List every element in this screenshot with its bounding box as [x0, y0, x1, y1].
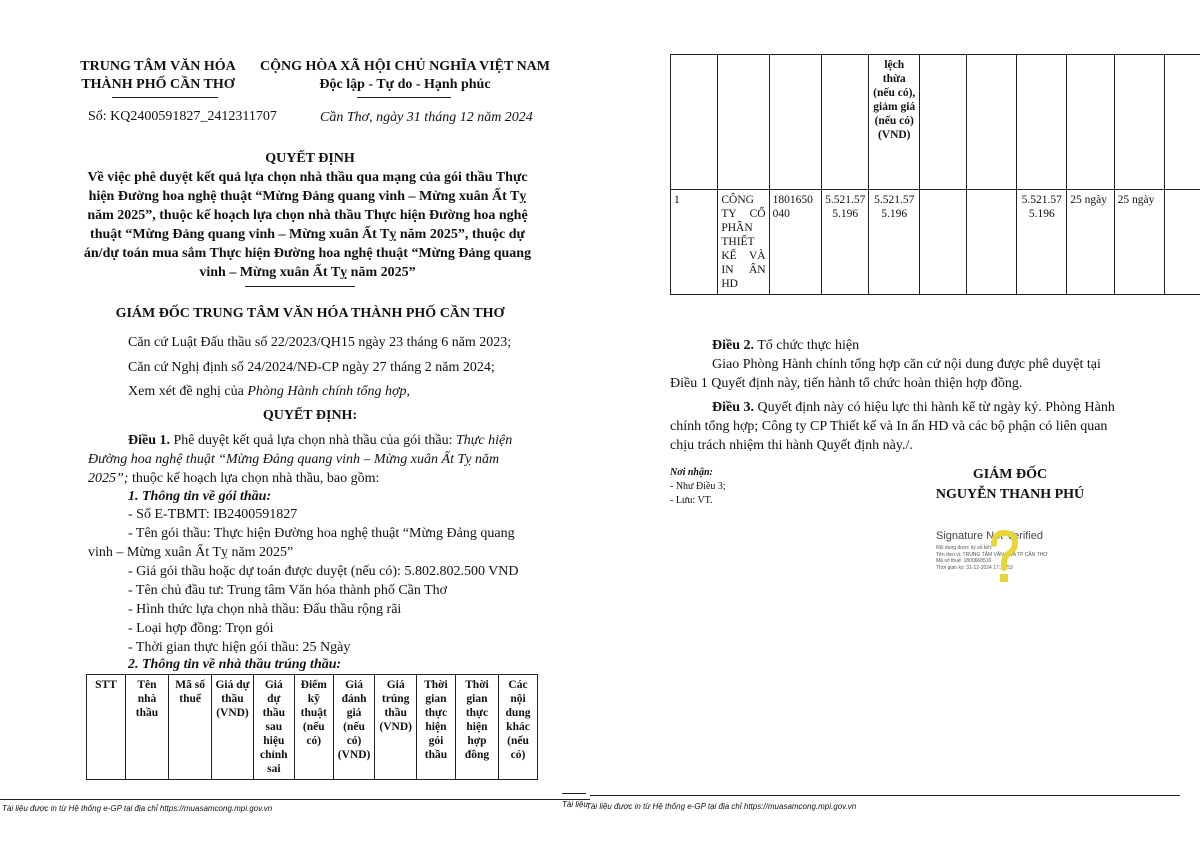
article-3-line-3: chịu trách nhiệm thi hành Quyết định này./.	[670, 438, 913, 453]
cell-empty	[1164, 55, 1200, 190]
signer-title: GIÁM ĐỐC	[972, 467, 1048, 482]
article-1-italic-2: Đường hoa nghệ thuật “Mừng Đảng quang vinh – Mừng xuân Ất Tỵ năm	[88, 452, 500, 467]
national-heading	[255, 58, 555, 94]
cell-empty	[1114, 55, 1164, 190]
cell-empty	[671, 55, 718, 190]
article-1-tail: thuộc kế hoạch lựa chọn nhà thầu, bao gồm:	[128, 471, 380, 486]
recipients-block	[670, 466, 726, 508]
cell-empty	[822, 55, 869, 190]
footer-rule	[0, 799, 590, 800]
document-number: Số: KQ2400591827_2412311707	[88, 109, 277, 124]
item-duration: - Thời gian thực hiện gói thầu: 25 Ngày	[128, 640, 351, 655]
table-header-cont-row	[671, 55, 1200, 190]
item-package-name-cont: vinh – Mừng xuân Ất Tỵ năm 2025”	[88, 545, 294, 560]
document-subject	[55, 168, 560, 282]
cell-empty	[718, 55, 769, 190]
basis3-prefix: Xem xét đề nghị của	[128, 384, 248, 399]
signature-status: Signature Not Verified	[936, 530, 1044, 542]
th-adjusted-cont: lệch thừa (nếu có), giảm giá (nếu có) (VND)	[869, 55, 920, 190]
sig-line-2: Tên đơn vị: TRUNG TÂM VĂN HÓA TP CẦN THƠ	[936, 551, 1048, 558]
item-contract-type: - Loại hợp đồng: Trọn gói	[128, 621, 274, 636]
article-1-text: Phê duyệt kết quả lựa chọn nhà thầu của gói thầu:	[170, 433, 456, 448]
subject-line: Về việc phê duyệt kết quả lựa chọn nhà thầu qua mạng của gói thầu Thực	[87, 170, 528, 185]
basis3-italic: Phòng Hành chính tổng hợp,	[247, 384, 410, 399]
article-3-line-1: Quyết định này có hiệu lực thi hành kể từ ngày ký. Phòng Hành	[754, 400, 1115, 415]
item-investor: - Tên chủ đầu tư: Trung tâm Văn hóa thành phố Cần Thơ	[128, 583, 448, 598]
article-2-label: Điều 2.	[712, 338, 754, 353]
cell-eval-price	[967, 190, 1017, 295]
article-2-title: Tổ chức thực hiện	[754, 338, 860, 353]
left-page	[0, 0, 590, 841]
section-2-heading: 2. Thông tin về nhà thầu trúng thầu:	[128, 657, 342, 672]
article-2	[670, 336, 1136, 393]
th-stt: STT	[87, 675, 126, 780]
sig-line-1: Nội dung được ký số bởi:	[936, 545, 993, 551]
sig-line-4: Thời gian ký: 31-12-2024 17:16:53	[936, 564, 1013, 571]
cell-bid-price: 5.521.575.196	[822, 190, 869, 295]
table-header-row	[87, 675, 538, 780]
nation-motto: Độc lập - Tự do - Hạnh phúc	[319, 77, 491, 92]
org-underline	[112, 97, 218, 98]
winner-table-header	[86, 674, 538, 780]
article-3-line-2: chính tổng hợp; Công ty CP Thiết kế và In ấn HD và các bộ phận có liên quan	[670, 419, 1108, 434]
org-line-2: THÀNH PHỐ CẦN THƠ	[81, 77, 235, 92]
article-3-label: Điều 3.	[712, 400, 754, 415]
subject-underline	[245, 286, 355, 287]
issuing-organization	[78, 58, 238, 94]
th-tax: Mã số thuế	[169, 675, 212, 780]
subject-line: vinh – Mừng xuân Ất Tỵ năm 2025”	[199, 265, 416, 280]
motto-underline	[357, 97, 451, 98]
article-1-italic-1: Thực hiện	[455, 433, 513, 448]
cell-contractor-name: CÔNG TY CỔ PHẦN THIẾT KẾ VÀ IN ẤN HD	[718, 190, 769, 295]
subject-line: thuật “Mừng Đảng quang vinh – Mừng xuân Ất Tỵ năm 2025”, thuộc dự	[90, 227, 525, 242]
th-other: Các nội dung khác (nếu có)	[499, 675, 538, 780]
legal-basis-3	[128, 383, 410, 401]
sig-line-3: Mã số thuế: 1800668510	[936, 558, 992, 564]
recipient-1: - Như Điều 3;	[670, 481, 726, 492]
article-1	[88, 431, 548, 488]
org-line-1: TRUNG TÂM VĂN HÓA	[80, 59, 236, 74]
subject-line: năm 2025”, thuộc kế hoạch lựa chọn nhà thầu Thực hiện Đường hoa nghệ	[87, 208, 528, 223]
signer-block	[910, 466, 1110, 504]
subject-line: hiện Đường hoa nghệ thuật “Mừng Đảng quang vinh – Mừng xuân Ất Tỵ	[88, 189, 527, 204]
subject-line: án/dự toán mua sắm Thực hiện Đường hoa nghệ thuật “Mừng Đảng quang	[83, 246, 532, 261]
footer-note-right: Tài liệu được in từ Hệ thống e-GP tại địa chỉ https://muasamcong.mpi.gov.vn	[586, 802, 857, 811]
section-1-heading: 1. Thông tin về gói thầu:	[128, 489, 272, 504]
winner-table-continued	[670, 54, 1200, 295]
recipients-title: Nơi nhận:	[670, 467, 713, 478]
decide-heading: QUYẾT ĐỊNH:	[262, 408, 358, 423]
cell-tax-code: 1801650040	[769, 190, 821, 295]
right-page	[562, 0, 1200, 841]
footer-rule-right	[590, 795, 1180, 796]
footer-stub-rule	[562, 793, 586, 794]
document-title: QUYẾT ĐỊNH	[265, 151, 355, 166]
legal-basis-2: Căn cứ Nghị định số 24/2024/NĐ-CP ngày 27 tháng 2 năm 2024;	[128, 360, 495, 375]
th-tech-score: Điểm kỹ thuật (nếu có)	[294, 675, 333, 780]
signer-name: NGUYỄN THANH PHÚ	[935, 487, 1085, 502]
cell-package-time: 25 ngày	[1067, 190, 1114, 295]
th-win-price: Giá trúng thầu (VND)	[375, 675, 417, 780]
th-bid-price: Giá dự thầu (VND)	[212, 675, 254, 780]
authority-heading: GIÁM ĐỐC TRUNG TÂM VĂN HÓA THÀNH PHỐ CẦN THƠ	[115, 306, 505, 321]
cell-win-price: 5.521.575.196	[1017, 190, 1067, 295]
cell-empty	[920, 55, 967, 190]
item-package-name: - Tên gói thầu: Thực hiện Đường hoa nghệ thuật “Mừng Đảng quang	[128, 526, 515, 541]
cell-other	[1164, 190, 1200, 295]
cell-stt: 1	[671, 190, 718, 295]
th-package-time: Thời gian thực hiện gói thầu	[416, 675, 455, 780]
item-etbmt: - Số E-TBMT: IB2400591827	[128, 507, 298, 522]
footer-note: Tài liệu được in từ Hệ thống e-GP tại địa chỉ https://muasamcong.mpi.gov.vn	[2, 804, 273, 813]
nation-line-1: CỘNG HÒA XÃ HỘI CHỦ NGHĨA VIỆT NAM	[259, 59, 550, 74]
article-1-italic-3: 2025”;	[88, 471, 129, 486]
cell-empty	[967, 55, 1017, 190]
cell-adjusted-price: 5.521.575.196	[869, 190, 920, 295]
table-row	[671, 190, 1200, 295]
legal-basis-1: Căn cứ Luật Đấu thầu số 22/2023/QH15 ngày 23 tháng 6 năm 2023;	[128, 335, 512, 350]
article-2-line-2: Điều 1 Quyết định này, tiến hành tổ chức hoàn thiện hợp đồng.	[670, 376, 1023, 391]
cell-contract-time: 25 ngày	[1114, 190, 1164, 295]
place-date: Cần Thơ, ngày 31 tháng 12 năm 2024	[320, 110, 533, 125]
article-3	[670, 398, 1140, 455]
item-package-price: - Giá gói thầu hoặc dự toán được duyệt (nếu có): 5.802.802.500 VND	[128, 564, 519, 579]
recipient-2: - Lưu: VT.	[670, 495, 713, 506]
th-adjusted-price: Giá dự thầu sau hiệu chỉnh sai	[253, 675, 294, 780]
cell-empty	[1067, 55, 1114, 190]
th-contract-time: Thời gian thực hiện hợp đồng	[455, 675, 498, 780]
cell-empty	[1017, 55, 1067, 190]
item-selection-form: - Hình thức lựa chọn nhà thầu: Đấu thầu rộng rãi	[128, 602, 402, 617]
signature-question-icon	[986, 530, 1022, 590]
cell-empty	[769, 55, 821, 190]
article-1-label: Điều 1.	[128, 433, 170, 448]
cell-tech-score	[920, 190, 967, 295]
footer-prefix: Tài liệu	[562, 800, 588, 809]
th-eval-price: Giá đánh giá (nếu có) (VND)	[333, 675, 375, 780]
th-contractor: Tên nhà thầu	[125, 675, 168, 780]
article-2-line-1: Giao Phòng Hành chính tổng hợp căn cứ nội dung được phê duyệt tại	[712, 357, 1101, 372]
